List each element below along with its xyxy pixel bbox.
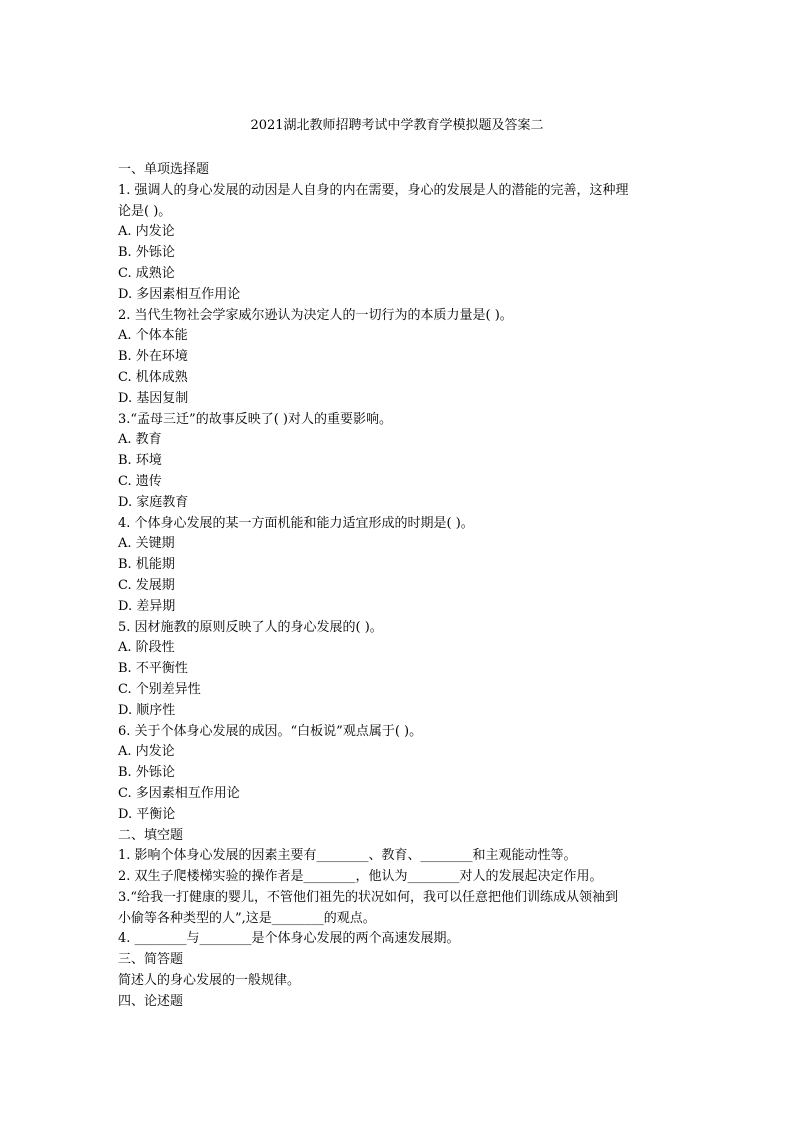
text-line: 3.“孟母三迁”的故事反映了( )对人的重要影响。 (118, 411, 392, 427)
text-line: D. 基因复制 (118, 390, 189, 406)
text-line: D. 家庭教育 (118, 494, 189, 510)
text-line: D. 平衡论 (118, 806, 176, 822)
text-line: A. 教育 (118, 432, 162, 448)
text-line: B. 机能期 (118, 557, 175, 573)
document-body (118, 160, 678, 1013)
text-line: 4. ________与________是个体身心发展的两个高速发展期。 (118, 931, 460, 947)
text-line: 2. 当代生物社会学家威尔逊认为决定人的一切行为的本质力量是( )。 (118, 307, 513, 323)
text-line: C. 遗传 (118, 473, 162, 489)
text-line: A. 关键期 (118, 536, 175, 552)
text-line: C. 机体成熟 (118, 369, 188, 385)
text-line: C. 成熟论 (118, 265, 175, 281)
text-line: 二、填空题 (118, 827, 184, 843)
text-line: B. 外铄论 (118, 765, 175, 781)
text-line: D. 差异期 (118, 598, 176, 614)
text-line: 3.“给我一打健康的婴儿，不管他们祖先的状况如何，我可以任意把他们训练成从领袖到 (118, 889, 619, 905)
text-line: 论是( )。 (118, 203, 172, 219)
text-line: 4. 个体身心发展的某一方面机能和能力适宜形成的时期是( )。 (118, 515, 474, 531)
text-line: 5. 因材施教的原则反映了人的身心发展的( )。 (118, 619, 383, 635)
text-line: C. 个别差异性 (118, 681, 201, 697)
text-line: C. 多因素相互作用论 (118, 785, 240, 801)
text-line: A. 阶段性 (118, 640, 175, 656)
text-line: 四、论述题 (118, 993, 184, 1009)
text-line: C. 发展期 (118, 577, 175, 593)
text-line: A. 个体本能 (118, 328, 188, 344)
text-line: 1. 强调人的身心发展的动因是人自身的内在需要，身心的发展是人的潜能的完善，这种理 (118, 182, 629, 198)
text-line: B. 不平衡性 (118, 661, 188, 677)
text-line: B. 外铄论 (118, 245, 175, 261)
text-line: A. 内发论 (118, 744, 175, 760)
text-line: 一、单项选择题 (118, 162, 210, 177)
text-line: 6. 关于个体身心发展的成因。“白板说”观点属于( )。 (118, 723, 423, 739)
document-title: 2021湖北教师招聘考试中学教育学模拟题及答案二 (250, 118, 544, 133)
text-line: B. 外在环境 (118, 349, 188, 365)
text-line: D. 多因素相互作用论 (118, 286, 241, 302)
text-line: 小偷等各种类型的人”,这是________的观点。 (118, 910, 376, 926)
text-line: B. 环境 (118, 453, 162, 469)
text-line: 简述人的身心发展的一般规律。 (118, 973, 301, 989)
text-line: 1. 影响个体身心发展的因素主要有________、教育、________和主观能动性等。 (118, 848, 577, 864)
text-line: 三、简答题 (118, 952, 184, 968)
text-line: A. 内发论 (118, 224, 175, 240)
text-line: 2. 双生子爬楼梯实验的操作者是________，他认为________对人的发展起决定作用。 (118, 869, 603, 885)
text-line: D. 顺序性 (118, 702, 176, 718)
